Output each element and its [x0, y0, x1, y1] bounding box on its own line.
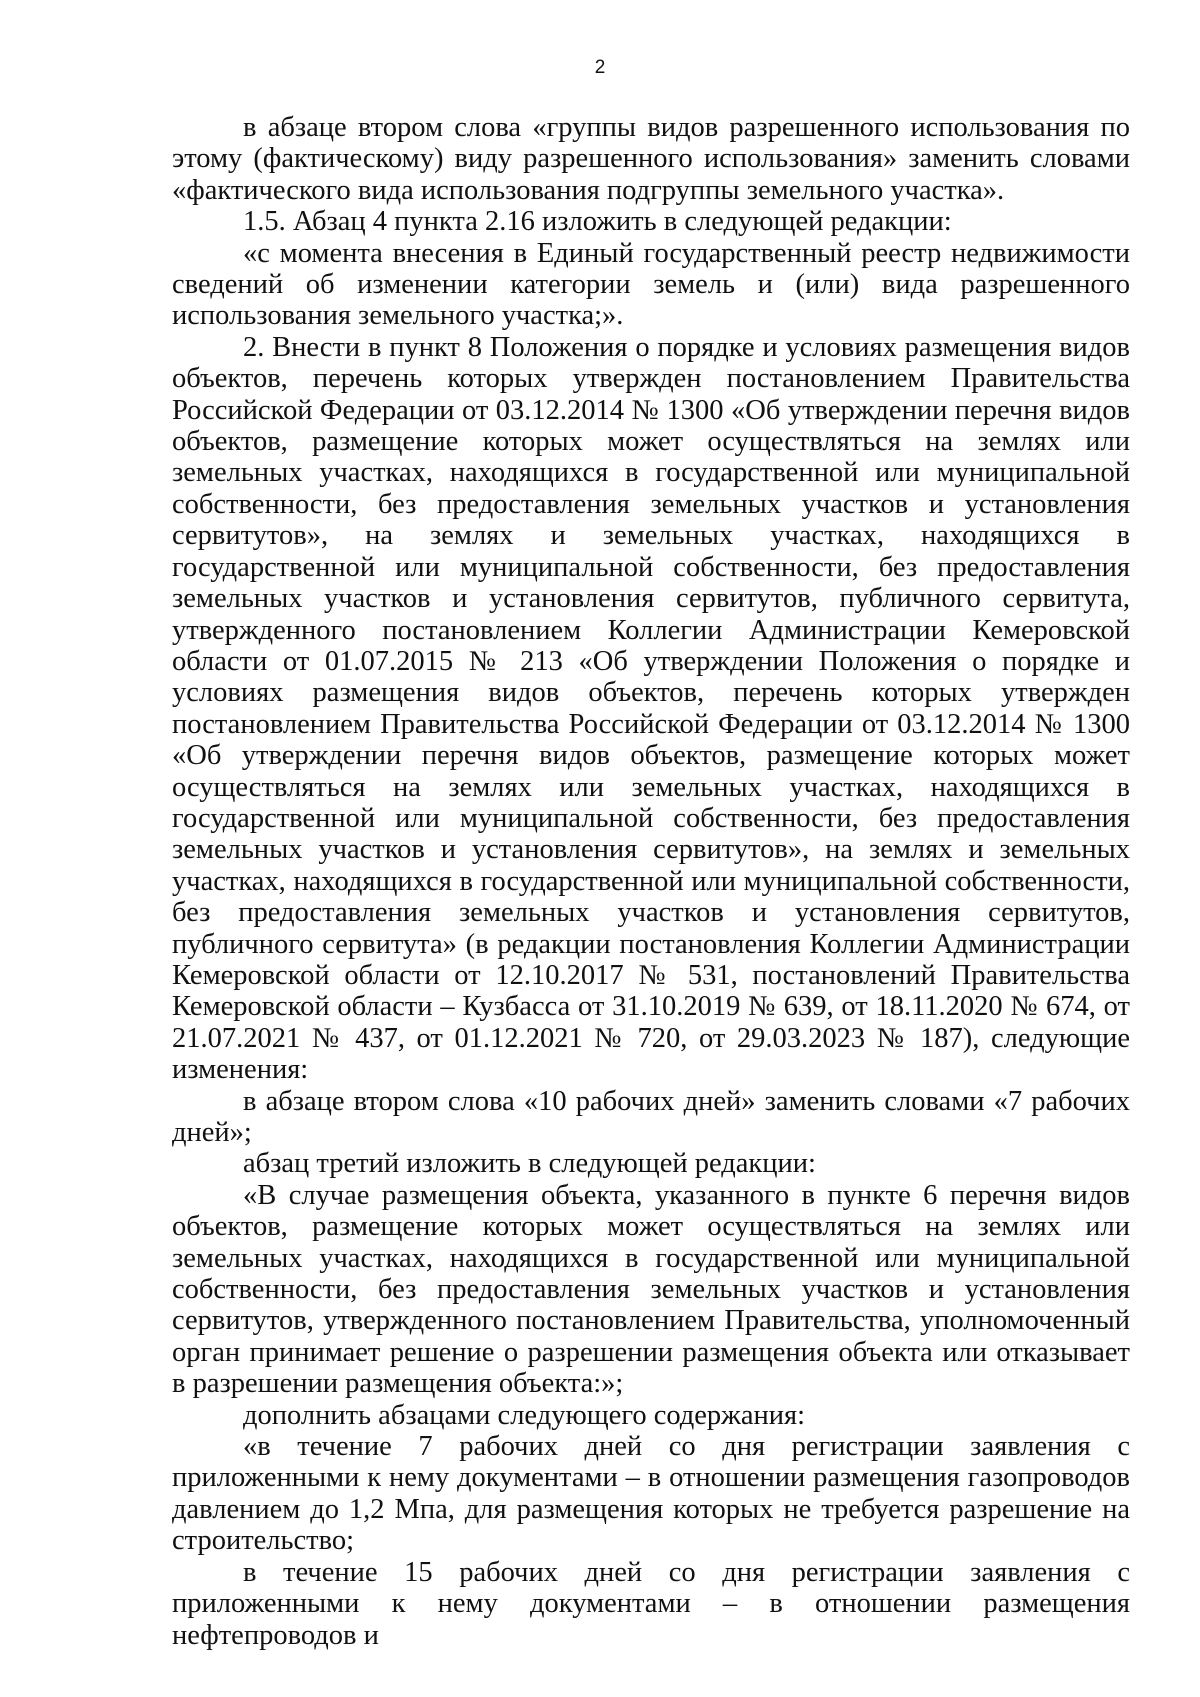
paragraph-4: 2. Внести в пункт 8 Положения о порядке и условиях размещения видов объектов, перечень которых утвержден постановлением Правительства Российской Федерации от 03.12.2014 № 1300 «Об утверждении перечня видов объектов, размещение которых может осуществляться на землях или земельных участках, находящихся в государственной или муниципальной собственности, без предоставления земельных участков и установления сервитутов», на землях и земельных участках, находящихся в государственной или муниципальной собственности, без предоставления земельных участков и установления сервитутов, публичного сервитута, утвержденного постановлением Коллегии Администрации Кемеровской области от 01.07.2015 № 213 «Об утверждении Положения о порядке и условиях размещения видов объектов, перечень которых утвержден постановлением Правительства Российской Федерации от 03.12.2014 № 1300 «Об утверждении перечня видов объектов, размещение которых может осуществляться на землях или земельных участках, находящихся в государственной или муниципальной собственности, без предоставления земельных участков и установления сервитутов», на землях и земельных участках, находящихся в государственной или муниципальной собственности, без предоставления земельных участков и установления сервитутов, публичного сервитута» (в редакции постановления Коллегии Администрации Кемеровской области от 12.10.2017 № 531, постановлений Правительства Кемеровской области – Кузбасса от 31.10.2019 № 639, от 18.11.2020 № 674, от 21.07.2021 № 437, от 01.12.2021 № 720, от 29.03.2023 № 187), следующие изменения: — [172, 331, 1130, 1086]
paragraph-9: «в течение 7 рабочих дней со дня регистрации заявления с приложенными к нему документами – в отношении размещения газопроводов давлением до 1,2 Мпа, для размещения которых не требуется разрешение на строительство; — [172, 1431, 1130, 1557]
document-body — [172, 112, 1130, 1651]
paragraph-5: в абзаце втором слова «10 рабочих дней» заменить словами «7 рабочих дней»; — [172, 1085, 1130, 1148]
paragraph-1: в абзаце втором слова «группы видов разрешенного использования по этому (фактическому) виду разрешенного использования» заменить словами «фактического вида использования подгруппы земельного участка». — [172, 112, 1130, 206]
paragraph-8: дополнить абзацами следующего содержания: — [243, 1399, 806, 1431]
paragraph-3: «с момента внесения в Единый государственный реестр недвижимости сведений об изменении категории земель и (или) вида разрешенного использования земельного участка;». — [172, 237, 1130, 332]
paragraph-2: 1.5. Абзац 4 пункта 2.16 изложить в следующей редакции: — [243, 206, 952, 238]
paragraph-10: в течение 15 рабочих дней со дня регистрации заявления с приложенными к нему документами – в отношении размещения нефтепроводов и — [172, 1556, 1130, 1651]
page-number: 2 — [594, 57, 606, 78]
paragraph-7: «В случае размещения объекта, указанного в пункте 6 перечня видов объектов, размещение которых может осуществляться на землях или земельных участках, находящихся в государственной или муниципальной собственности, без предоставления земельных участков и установления сервитутов, утвержденного постановлением Правительства, уполномоченный орган принимает решение о разрешении размещения объекта или отказывает в разрешении размещения объекта:»; — [172, 1179, 1130, 1400]
paragraph-6: абзац третий изложить в следующей редакции: — [243, 1148, 816, 1180]
